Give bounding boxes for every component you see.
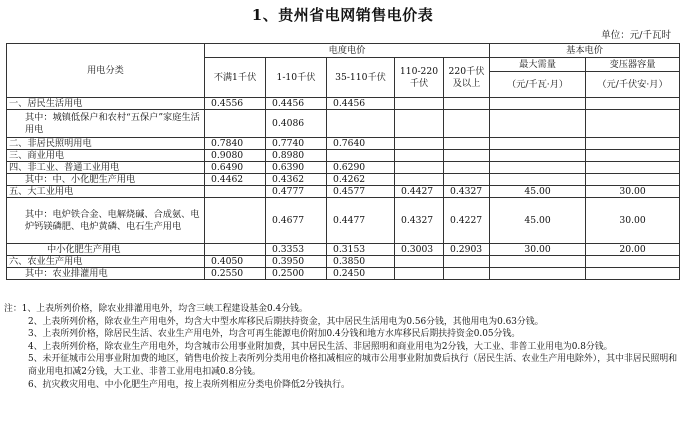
cell-value bbox=[490, 162, 586, 174]
cell-value bbox=[444, 110, 490, 138]
cell-value bbox=[490, 150, 586, 162]
row-label: 三、商业用电 bbox=[7, 150, 205, 162]
cell-value bbox=[205, 110, 266, 138]
cell-value: 45.00 bbox=[490, 198, 586, 244]
cell-value bbox=[205, 244, 266, 256]
notes-section bbox=[4, 303, 679, 391]
cell-value: 0.3950 bbox=[266, 256, 327, 268]
cell-value: 20.00 bbox=[586, 244, 680, 256]
cell-value: 0.4327 bbox=[395, 198, 444, 244]
level-header: 110-220千伏 bbox=[395, 58, 444, 98]
cell-value: 0.4777 bbox=[266, 186, 327, 198]
cell-value: 0.4477 bbox=[327, 198, 395, 244]
cell-value bbox=[444, 150, 490, 162]
note-item: 2、上表所列价格，除农业生产用电外，均含大中型水库移民后期扶持资金，其中居民生活用电为0.56分钱，其他用电为0.63分钱。 bbox=[28, 316, 544, 327]
unit-label: 单位：元/千瓦时 bbox=[601, 30, 671, 41]
cell-value: 0.3153 bbox=[327, 244, 395, 256]
cell-value: 0.8980 bbox=[266, 150, 327, 162]
max-demand-header: 最大需量 bbox=[490, 58, 586, 72]
table-row bbox=[7, 98, 680, 110]
cell-value: 45.00 bbox=[490, 186, 586, 198]
row-label: 五、大工业用电 bbox=[7, 186, 205, 198]
cell-value: 0.6390 bbox=[266, 162, 327, 174]
cell-value bbox=[490, 110, 586, 138]
level-header: 不满1千伏 bbox=[205, 58, 266, 98]
cell-value: 0.4362 bbox=[266, 174, 327, 186]
cell-value: 0.4462 bbox=[205, 174, 266, 186]
cell-value: 0.4456 bbox=[327, 98, 395, 110]
cell-value: 0.3003 bbox=[395, 244, 444, 256]
row-label: 中小化肥生产用电 bbox=[7, 244, 205, 256]
level-header: 1-10千伏 bbox=[266, 58, 327, 98]
cell-value: 0.3850 bbox=[327, 256, 395, 268]
cell-value: 0.2550 bbox=[205, 268, 266, 280]
cell-value: 30.00 bbox=[586, 186, 680, 198]
note-item: 注：1、上表所列价格，除农业排灌用电外，均含三峡工程建设基金0.4分钱。 bbox=[4, 304, 308, 314]
cell-value bbox=[586, 150, 680, 162]
transformer-unit: （元/千伏安·月） bbox=[586, 72, 680, 98]
table-title: 1、贵州省电网销售电价表 bbox=[251, 6, 434, 24]
cell-value bbox=[395, 268, 444, 280]
row-label: 一、居民生活用电 bbox=[7, 98, 205, 110]
category-header: 用电分类 bbox=[7, 44, 205, 98]
cell-value: 0.4677 bbox=[266, 198, 327, 244]
cell-value: 0.4456 bbox=[266, 98, 327, 110]
cell-value: 0.4577 bbox=[327, 186, 395, 198]
transformer-header: 变压器容量 bbox=[586, 58, 680, 72]
cell-value: 0.2450 bbox=[327, 268, 395, 280]
cell-value bbox=[444, 98, 490, 110]
table-row bbox=[7, 162, 680, 174]
row-label: 二、非居民照明用电 bbox=[7, 138, 205, 150]
cell-value bbox=[444, 138, 490, 150]
cell-value: 0.4556 bbox=[205, 98, 266, 110]
note-item: 6、抗灾救灾用电、中小化肥生产用电，按上表所列相应分类电价降低2分钱执行。 bbox=[28, 379, 350, 390]
cell-value bbox=[490, 138, 586, 150]
cell-value bbox=[490, 174, 586, 186]
row-label: 四、非工业、普通工业用电 bbox=[7, 162, 205, 174]
cell-value bbox=[586, 138, 680, 150]
cell-value bbox=[395, 110, 444, 138]
cell-value bbox=[395, 174, 444, 186]
cell-value: 0.2903 bbox=[444, 244, 490, 256]
table-row bbox=[7, 174, 680, 186]
row-label: 其中：中、小化肥生产用电 bbox=[7, 174, 205, 186]
level-header: 220千伏及以上 bbox=[444, 58, 490, 98]
cell-value: 30.00 bbox=[490, 244, 586, 256]
cell-value bbox=[444, 162, 490, 174]
table-row bbox=[7, 256, 680, 268]
table-row bbox=[7, 244, 680, 256]
cell-value bbox=[205, 186, 266, 198]
cell-value: 0.7740 bbox=[266, 138, 327, 150]
cell-value: 0.3353 bbox=[266, 244, 327, 256]
row-label: 其中：城镇低保户和农村“五保户”家庭生活用电 bbox=[7, 110, 205, 138]
cell-value bbox=[395, 162, 444, 174]
row-label: 其中：电炉铁合金、电解烧碱、合成氨、电炉钙镁磷肥、电炉黄磷、电石生产用电 bbox=[7, 198, 205, 244]
table-row bbox=[7, 138, 680, 150]
cell-value: 0.9080 bbox=[205, 150, 266, 162]
cell-value bbox=[586, 256, 680, 268]
table-row bbox=[7, 268, 680, 280]
table-row bbox=[7, 110, 680, 138]
cell-value: 0.4050 bbox=[205, 256, 266, 268]
price-table bbox=[6, 43, 680, 280]
cell-value bbox=[586, 174, 680, 186]
table-row bbox=[7, 198, 680, 244]
cell-value bbox=[444, 174, 490, 186]
cell-value bbox=[586, 162, 680, 174]
cell-value bbox=[395, 256, 444, 268]
cell-value bbox=[586, 268, 680, 280]
cell-value bbox=[444, 256, 490, 268]
cell-value bbox=[395, 150, 444, 162]
table-row bbox=[7, 150, 680, 162]
cell-value bbox=[586, 98, 680, 110]
level-header: 35-110千伏 bbox=[327, 58, 395, 98]
cell-value: 0.4262 bbox=[327, 174, 395, 186]
note-item: 5、未开征城市公用事业附加费的地区，销售电价按上表所列分类用电价格扣减相应的城市公用事业附加费后执行（居民生活、农业生产用电除外），其中非居民照明和商业用电扣减2分钱，大工业、非普工业用电扣减0.8分钱。 bbox=[28, 354, 678, 377]
cell-value bbox=[490, 98, 586, 110]
cell-value bbox=[586, 110, 680, 138]
cell-value bbox=[490, 268, 586, 280]
note-item: 4、上表所列价格，除农业生产用电外，均含城市公用事业附加费，其中居民生活、非居照明和商业用电为2分钱，大工业、非普工业用电为0.8分钱。 bbox=[28, 341, 613, 352]
cell-value: 0.6290 bbox=[327, 162, 395, 174]
cell-value: 0.4427 bbox=[395, 186, 444, 198]
energy-price-header: 电度电价 bbox=[205, 44, 490, 58]
row-label: 六、农业生产用电 bbox=[7, 256, 205, 268]
cell-value bbox=[395, 98, 444, 110]
table-row bbox=[7, 186, 680, 198]
cell-value bbox=[490, 256, 586, 268]
cell-value bbox=[327, 110, 395, 138]
cell-value: 30.00 bbox=[586, 198, 680, 244]
row-label: 其中：农业排灌用电 bbox=[7, 268, 205, 280]
cell-value: 0.7840 bbox=[205, 138, 266, 150]
max-demand-unit: （元/千瓦·月） bbox=[490, 72, 586, 98]
cell-value: 0.4086 bbox=[266, 110, 327, 138]
note-item: 3、上表所列价格，除居民生活、农业生产用电外，均含可再生能源电价附加0.4分钱和地方水库移民后期扶持资金0.05分钱。 bbox=[28, 329, 521, 340]
cell-value: 0.6490 bbox=[205, 162, 266, 174]
cell-value bbox=[444, 268, 490, 280]
cell-value: 0.7640 bbox=[327, 138, 395, 150]
cell-value: 0.4227 bbox=[444, 198, 490, 244]
cell-value: 0.2500 bbox=[266, 268, 327, 280]
cell-value bbox=[395, 138, 444, 150]
cell-value: 0.4327 bbox=[444, 186, 490, 198]
cell-value bbox=[205, 198, 266, 244]
cell-value bbox=[327, 150, 395, 162]
basic-price-header: 基本电价 bbox=[490, 44, 680, 58]
